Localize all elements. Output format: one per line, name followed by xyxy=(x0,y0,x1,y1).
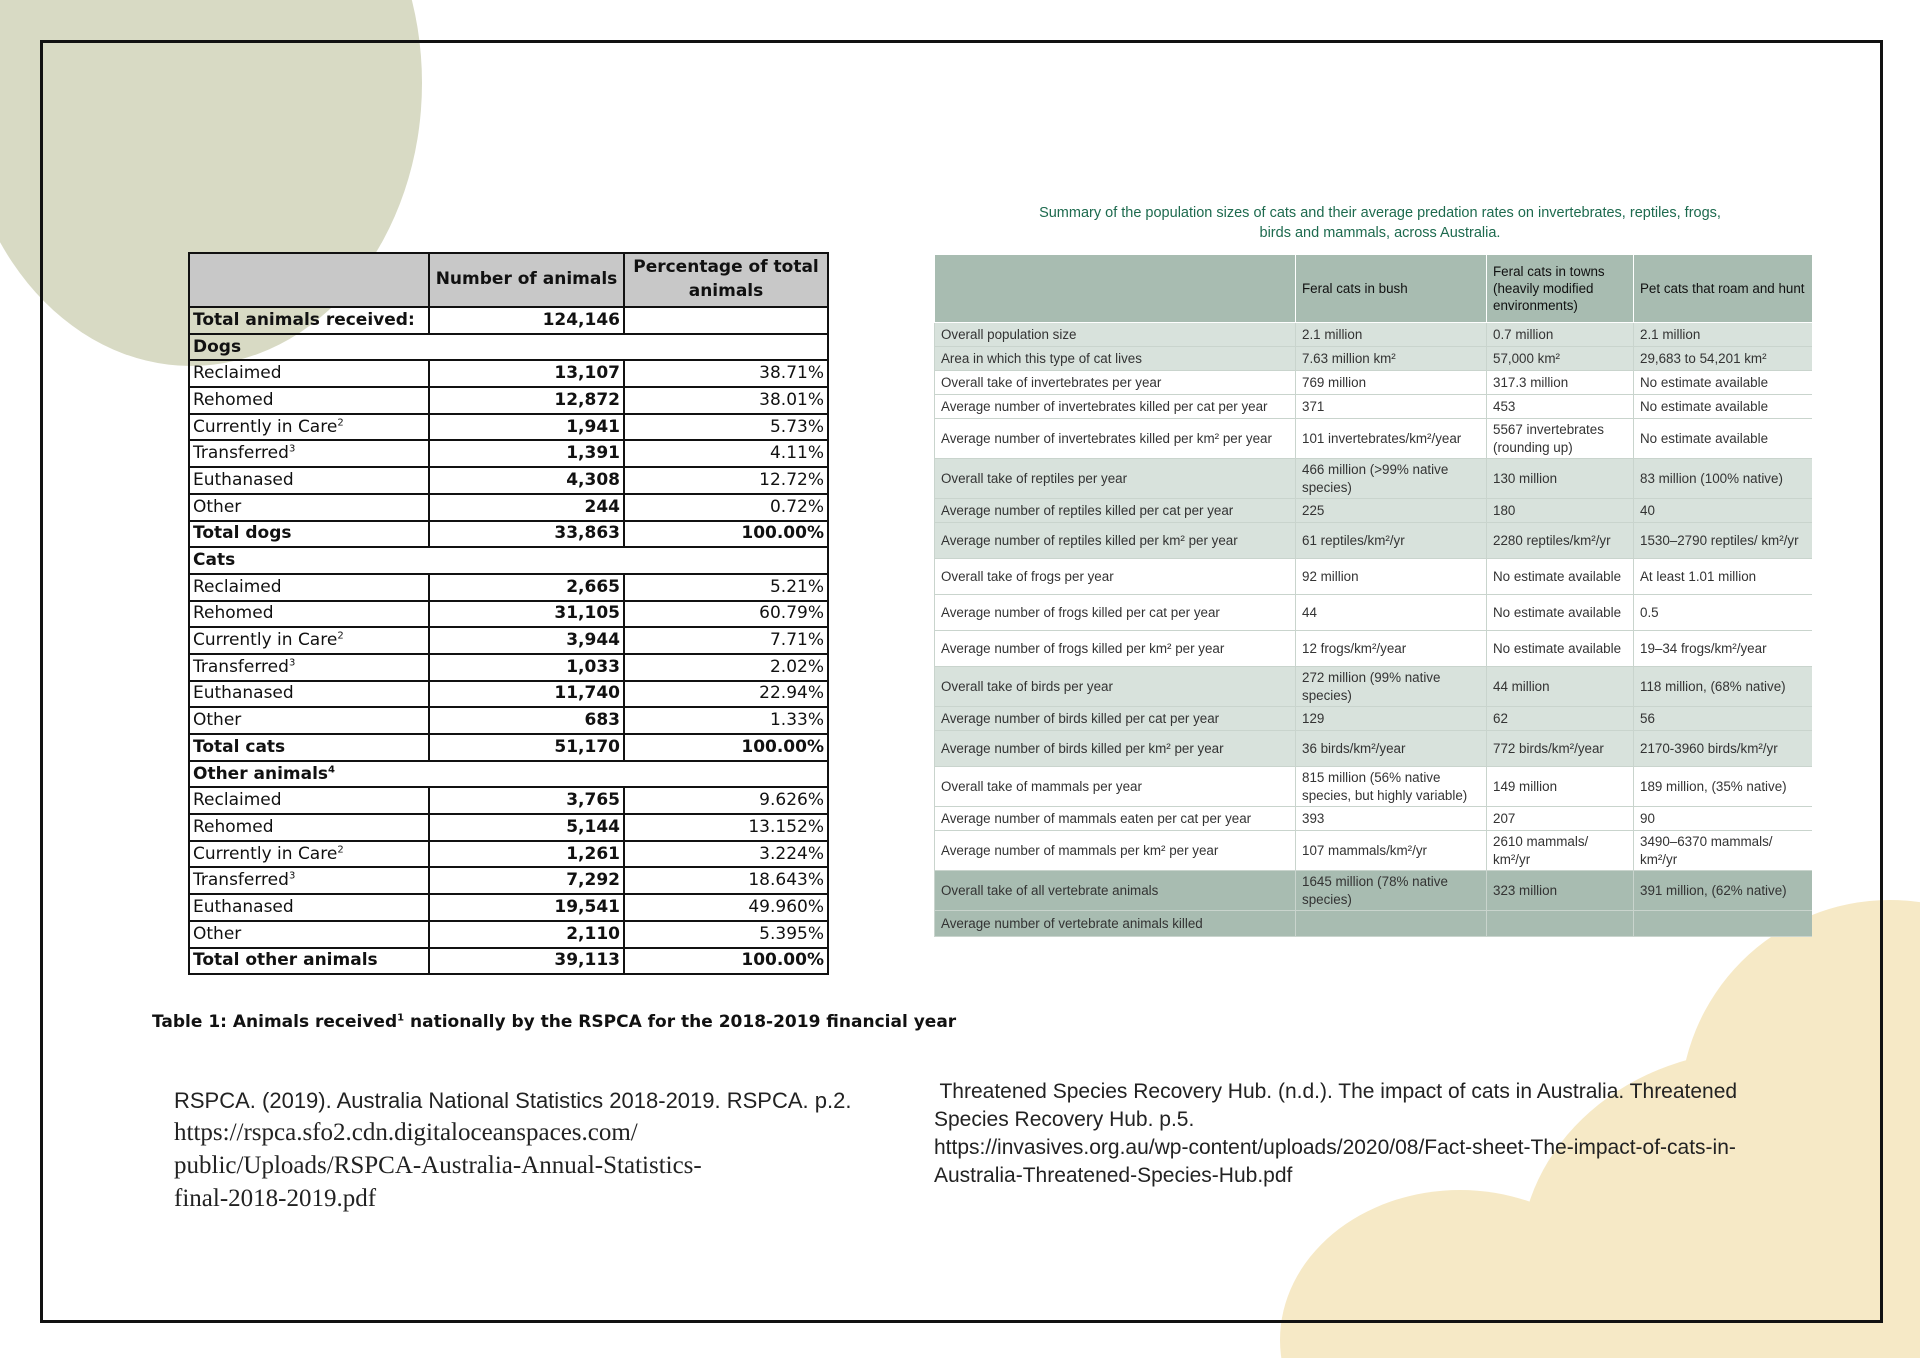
section-title-text: Dogs xyxy=(193,336,242,357)
row-label-text: Currently in Care xyxy=(193,630,338,651)
caption-footnote: 1 xyxy=(397,1012,405,1024)
cats-row-label: Area in which this type of cat lives xyxy=(935,347,1296,371)
cats-title-line: birds and mammals, across Australia. xyxy=(1259,225,1501,241)
cats-row-value: 2170-3960 birds/km²/yr xyxy=(1634,731,1813,767)
header-blank-cell xyxy=(189,253,429,307)
cats-row-value: No estimate available xyxy=(1634,371,1813,395)
cats-row-value: At least 1.01 million xyxy=(1634,559,1813,595)
row-label xyxy=(189,681,429,708)
row-percentage xyxy=(624,841,828,868)
row-label xyxy=(189,707,429,734)
row-label xyxy=(189,867,429,894)
total-label-text: Total other animals xyxy=(193,950,378,971)
cats-header-cell: Feral cats in bush xyxy=(1296,255,1487,323)
cats-table-row xyxy=(935,499,1813,523)
row-percentage xyxy=(624,814,828,841)
reference-citation: Threatened Species Recovery Hub. (n.d.). The impact of cats in Australia. Threatened xyxy=(934,1080,1738,1103)
cats-row-value: 207 xyxy=(1487,807,1634,831)
row-label xyxy=(189,387,429,414)
total-number xyxy=(429,948,624,975)
row-percentage-text: 3.224% xyxy=(759,843,824,864)
table-row xyxy=(189,574,828,601)
cats-row-value: 92 million xyxy=(1296,559,1487,595)
cats-row-value: 40 xyxy=(1634,499,1813,523)
row-number xyxy=(429,574,624,601)
table-row xyxy=(189,894,828,921)
cats-row-value: 29,683 to 54,201 km² xyxy=(1634,347,1813,371)
row-number xyxy=(429,681,624,708)
cats-row-value: 272 million (99% native species) xyxy=(1296,667,1487,707)
row-number xyxy=(429,707,624,734)
cats-row-value: 62 xyxy=(1487,707,1634,731)
section-title xyxy=(189,761,828,788)
cats-row-value: No estimate available xyxy=(1634,419,1813,459)
cats-row-value: 57,000 km² xyxy=(1487,347,1634,371)
cats-row-value: 19–34 frogs/km²/year xyxy=(1634,631,1813,667)
cats-row-value: No estimate available xyxy=(1487,559,1634,595)
footnote-marker: 3 xyxy=(288,657,296,669)
cats-table-row xyxy=(935,523,1813,559)
cats-table-row xyxy=(935,707,1813,731)
row-percentage-text: 49.960% xyxy=(748,896,824,917)
row-label-text: Other xyxy=(193,710,242,731)
row-label xyxy=(189,787,429,814)
cats-header-cell xyxy=(935,255,1296,323)
row-number-text: 19,541 xyxy=(554,896,620,917)
row-label xyxy=(189,574,429,601)
table-row xyxy=(189,681,828,708)
cats-row-value: 130 million xyxy=(1487,459,1634,499)
total-label xyxy=(189,521,429,548)
cats-row-value: 2610 mammals/ km²/yr xyxy=(1487,831,1634,871)
cats-header-cell: Pet cats that roam and hunt xyxy=(1634,255,1813,323)
cats-row-value: No estimate available xyxy=(1634,395,1813,419)
row-label-text: Transferred xyxy=(193,443,289,464)
footnote-marker: 2 xyxy=(337,843,344,855)
section-total-row xyxy=(189,948,828,975)
cats-row-value xyxy=(1634,911,1813,937)
cats-row-value: 0.7 million xyxy=(1487,323,1634,347)
section-title-text: Other animals xyxy=(193,763,329,784)
row-number-text: 5,144 xyxy=(566,816,620,837)
cats-row-value: No estimate available xyxy=(1487,631,1634,667)
row-percentage-text: 12.72% xyxy=(759,469,824,490)
row-number xyxy=(429,787,624,814)
row-number xyxy=(429,867,624,894)
row-number-text: 1,033 xyxy=(566,656,620,677)
reference-citation: RSPCA. (2019). Australia National Statistics 2018-2019. RSPCA. p.2. xyxy=(174,1088,852,1113)
cats-row-value: 83 million (100% native) xyxy=(1634,459,1813,499)
row-number xyxy=(429,467,624,494)
row-number-text: 13,107 xyxy=(554,363,620,384)
cats-row-value: 7.63 million km² xyxy=(1296,347,1487,371)
cats-row-label: Average number of mammals per km² per year xyxy=(935,831,1296,871)
cats-row-value: 815 million (56% native species, but highly variable) xyxy=(1296,767,1487,807)
cats-row-value: 453 xyxy=(1487,395,1634,419)
total-percentage-text: 100.00% xyxy=(741,736,824,757)
cats-row-label: Average number of birds killed per cat per year xyxy=(935,707,1296,731)
row-number-text: 7,292 xyxy=(566,870,620,891)
total-animals-pct xyxy=(624,307,828,334)
row-label xyxy=(189,601,429,628)
row-label-text: Reclaimed xyxy=(193,576,282,597)
row-percentage-text: 4.11% xyxy=(769,443,824,464)
cats-table-row xyxy=(935,371,1813,395)
cats-row-value: 129 xyxy=(1296,707,1487,731)
row-percentage-text: 5.73% xyxy=(769,416,824,437)
table-row xyxy=(189,867,828,894)
cats-row-value: 225 xyxy=(1296,499,1487,523)
cats-table-row xyxy=(935,419,1813,459)
table-row xyxy=(189,787,828,814)
row-label xyxy=(189,467,429,494)
row-percentage xyxy=(624,921,828,948)
row-label-text: Other xyxy=(193,923,242,944)
reference-url-line: final-2018-2019.pdf xyxy=(174,1185,377,1212)
row-label xyxy=(189,894,429,921)
cats-row-value: 118 million, (68% native) xyxy=(1634,667,1813,707)
row-percentage-text: 13.152% xyxy=(748,816,824,837)
row-percentage xyxy=(624,681,828,708)
cats-row-value: 180 xyxy=(1487,499,1634,523)
cats-row-label: Average number of invertebrates killed per km² per year xyxy=(935,419,1296,459)
cats-row-label: Average number of reptiles killed per km² per year xyxy=(935,523,1296,559)
cats-row-value: 36 birds/km²/year xyxy=(1296,731,1487,767)
reference-rspca xyxy=(174,1086,852,1215)
cats-row-value: 772 birds/km²/year xyxy=(1487,731,1634,767)
section-header-row xyxy=(189,547,828,574)
total-label-text: Total dogs xyxy=(193,523,292,544)
footnote-marker: 2 xyxy=(337,416,344,428)
row-label xyxy=(189,440,429,467)
cats-row-label: Average number of reptiles killed per cat per year xyxy=(935,499,1296,523)
total-label xyxy=(189,734,429,761)
row-number xyxy=(429,921,624,948)
cats-predation-table xyxy=(934,254,1812,937)
total-number-text: 33,863 xyxy=(554,523,620,544)
cats-row-value: 12 frogs/km²/year xyxy=(1296,631,1487,667)
rspca-statistics-table xyxy=(188,252,829,975)
cats-row-label: Overall take of mammals per year xyxy=(935,767,1296,807)
row-label-text: Euthanased xyxy=(193,896,294,917)
row-percentage xyxy=(624,360,828,387)
cats-table-row xyxy=(935,631,1813,667)
cats-row-label: Overall take of invertebrates per year xyxy=(935,371,1296,395)
row-percentage-text: 38.01% xyxy=(759,389,824,410)
cats-table-row xyxy=(935,731,1813,767)
cats-row-value: 107 mammals/km²/yr xyxy=(1296,831,1487,871)
table-row xyxy=(189,921,828,948)
row-percentage xyxy=(624,707,828,734)
cats-row-label: Average number of frogs killed per km² per year xyxy=(935,631,1296,667)
cats-row-value: 44 million xyxy=(1487,667,1634,707)
row-number-text: 2,665 xyxy=(566,576,620,597)
header-number-of-animals: Number of animals xyxy=(429,253,624,307)
footnote-marker: 3 xyxy=(288,443,296,455)
row-percentage xyxy=(624,467,828,494)
total-number-text: 39,113 xyxy=(554,950,620,971)
cats-table-row xyxy=(935,807,1813,831)
table-row xyxy=(189,387,828,414)
row-label xyxy=(189,494,429,521)
row-number xyxy=(429,494,624,521)
row-percentage xyxy=(624,867,828,894)
row-number xyxy=(429,360,624,387)
total-number xyxy=(429,521,624,548)
row-number xyxy=(429,841,624,868)
row-percentage-text: 18.643% xyxy=(748,870,824,891)
row-label-text: Reclaimed xyxy=(193,790,282,811)
row-percentage-text: 38.71% xyxy=(759,363,824,384)
row-number-text: 3,765 xyxy=(566,790,620,811)
cats-row-value: 393 xyxy=(1296,807,1487,831)
section-title xyxy=(189,547,828,574)
cats-row-value: 149 million xyxy=(1487,767,1634,807)
total-percentage xyxy=(624,521,828,548)
caption-text: Table 1: Animals received xyxy=(152,1012,398,1032)
reference-url-line: https://rspca.sfo2.cdn.digitaloceanspaces.com/ xyxy=(174,1119,638,1146)
row-label-text: Currently in Care xyxy=(193,416,338,437)
cats-table-row xyxy=(935,871,1813,911)
row-label-text: Rehomed xyxy=(193,603,274,624)
row-label xyxy=(189,627,429,654)
row-label-text: Transferred xyxy=(193,870,289,891)
cats-row-label: Overall take of reptiles per year xyxy=(935,459,1296,499)
section-total-row xyxy=(189,521,828,548)
cats-row-value: 101 invertebrates/km²/year xyxy=(1296,419,1487,459)
row-percentage xyxy=(624,574,828,601)
row-percentage xyxy=(624,627,828,654)
total-percentage-text: 100.00% xyxy=(741,523,824,544)
row-percentage-text: 0.72% xyxy=(769,496,824,517)
cats-table-row xyxy=(935,459,1813,499)
row-percentage-text: 1.33% xyxy=(769,710,824,731)
cats-row-value: 371 xyxy=(1296,395,1487,419)
cats-row-label: Average number of vertebrate animals killed xyxy=(935,911,1296,937)
footnote-marker: 2 xyxy=(337,630,344,642)
cats-table-row xyxy=(935,767,1813,807)
table-row xyxy=(189,841,828,868)
total-animals-row xyxy=(189,307,828,334)
row-label-text: Transferred xyxy=(193,656,289,677)
cats-row-label: Average number of birds killed per km² per year xyxy=(935,731,1296,767)
row-percentage-text: 9.626% xyxy=(759,790,824,811)
cats-table-row xyxy=(935,911,1813,937)
total-animals-label: Total animals received: xyxy=(189,307,429,334)
cats-row-value: 5567 invertebrates (rounding up) xyxy=(1487,419,1634,459)
row-number xyxy=(429,414,624,441)
table-row xyxy=(189,360,828,387)
table-row xyxy=(189,814,828,841)
row-percentage-text: 2.02% xyxy=(769,656,824,677)
cats-table-row xyxy=(935,323,1813,347)
cats-table-row xyxy=(935,831,1813,871)
section-header-row xyxy=(189,334,828,361)
cats-row-value xyxy=(1487,911,1634,937)
row-percentage xyxy=(624,894,828,921)
row-number-text: 31,105 xyxy=(554,603,620,624)
cats-table-row xyxy=(935,667,1813,707)
total-animals-value: 124,146 xyxy=(429,307,624,334)
row-percentage-text: 5.395% xyxy=(759,923,824,944)
cats-row-value: No estimate available xyxy=(1487,595,1634,631)
reference-url-line: Australia-Threatened-Species-Hub.pdf xyxy=(934,1164,1293,1187)
row-number-text: 1,941 xyxy=(566,416,620,437)
row-number-text: 4,308 xyxy=(566,469,620,490)
cats-row-value: 317.3 million xyxy=(1487,371,1634,395)
row-number-text: 244 xyxy=(584,496,620,517)
section-total-row xyxy=(189,734,828,761)
footnote-marker: 3 xyxy=(288,870,296,882)
reference-url-line: https://invasives.org.au/wp-content/uploads/2020/08/Fact-sheet-The-impact-of-cats-in- xyxy=(934,1136,1736,1159)
cats-row-label: Average number of mammals eaten per cat per year xyxy=(935,807,1296,831)
row-percentage xyxy=(624,787,828,814)
cats-header-row xyxy=(935,255,1813,323)
row-percentage-text: 22.94% xyxy=(759,683,824,704)
cats-table-row xyxy=(935,595,1813,631)
total-label xyxy=(189,948,429,975)
row-number xyxy=(429,601,624,628)
cats-row-value: 61 reptiles/km²/yr xyxy=(1296,523,1487,559)
row-percentage xyxy=(624,387,828,414)
row-label-text: Euthanased xyxy=(193,683,294,704)
row-number xyxy=(429,814,624,841)
table-row xyxy=(189,707,828,734)
total-label-text: Total cats xyxy=(193,736,286,757)
header-percentage: Percentage of total animals xyxy=(624,253,828,307)
cats-row-value: 391 million, (62% native) xyxy=(1634,871,1813,911)
cats-row-value xyxy=(1296,911,1487,937)
cats-row-value: 44 xyxy=(1296,595,1487,631)
table-row xyxy=(189,467,828,494)
cats-row-value: 1530–2790 reptiles/ km²/yr xyxy=(1634,523,1813,559)
row-percentage xyxy=(624,414,828,441)
row-number-text: 1,261 xyxy=(566,843,620,864)
cats-row-value: 3490–6370 mammals/ km²/yr xyxy=(1634,831,1813,871)
cats-row-value: 0.5 xyxy=(1634,595,1813,631)
cats-row-value: 56 xyxy=(1634,707,1813,731)
row-number-text: 1,391 xyxy=(566,443,620,464)
section-title-text: Cats xyxy=(193,550,236,571)
cats-row-label: Overall population size xyxy=(935,323,1296,347)
reference-url-line: public/Uploads/RSPCA-Australia-Annual-Statistics- xyxy=(174,1152,702,1179)
row-percentage xyxy=(624,601,828,628)
cats-table-row xyxy=(935,347,1813,371)
table-header-row xyxy=(189,253,828,307)
table-row xyxy=(189,601,828,628)
row-label xyxy=(189,921,429,948)
cats-row-value: 2280 reptiles/km²/yr xyxy=(1487,523,1634,559)
row-label-text: Currently in Care xyxy=(193,843,338,864)
row-label xyxy=(189,841,429,868)
row-label-text: Other xyxy=(193,496,242,517)
cats-row-value: 189 million, (35% native) xyxy=(1634,767,1813,807)
cats-row-label: Average number of invertebrates killed per cat per year xyxy=(935,395,1296,419)
table-row xyxy=(189,654,828,681)
section-header-row xyxy=(189,761,828,788)
row-number xyxy=(429,894,624,921)
row-number-text: 3,944 xyxy=(566,630,620,651)
row-number xyxy=(429,440,624,467)
table-row xyxy=(189,627,828,654)
table-row xyxy=(189,414,828,441)
total-number-text: 51,170 xyxy=(554,736,620,757)
row-number-text: 2,110 xyxy=(566,923,620,944)
row-number xyxy=(429,627,624,654)
row-percentage xyxy=(624,440,828,467)
row-number-text: 12,872 xyxy=(554,389,620,410)
table-row xyxy=(189,440,828,467)
cats-row-label: Overall take of birds per year xyxy=(935,667,1296,707)
cats-table-row xyxy=(935,559,1813,595)
total-number xyxy=(429,734,624,761)
row-percentage xyxy=(624,654,828,681)
table-row xyxy=(189,494,828,521)
row-label-text: Rehomed xyxy=(193,389,274,410)
cats-row-value: 2.1 million xyxy=(1634,323,1813,347)
row-number-text: 683 xyxy=(584,710,620,731)
cats-table-row xyxy=(935,395,1813,419)
cats-row-label: Average number of frogs killed per cat per year xyxy=(935,595,1296,631)
row-label xyxy=(189,654,429,681)
cats-row-value: 2.1 million xyxy=(1296,323,1487,347)
row-percentage-text: 7.71% xyxy=(769,630,824,651)
row-label xyxy=(189,814,429,841)
cats-row-value: 1645 million (78% native species) xyxy=(1296,871,1487,911)
row-label-text: Reclaimed xyxy=(193,363,282,384)
row-percentage-text: 60.79% xyxy=(759,603,824,624)
row-label-text: Rehomed xyxy=(193,816,274,837)
row-label xyxy=(189,360,429,387)
row-number-text: 11,740 xyxy=(554,683,620,704)
row-number xyxy=(429,654,624,681)
row-percentage xyxy=(624,494,828,521)
cats-row-value: 466 million (>99% native species) xyxy=(1296,459,1487,499)
cats-row-label: Overall take of frogs per year xyxy=(935,559,1296,595)
cats-row-value: 323 million xyxy=(1487,871,1634,911)
cats-table-title xyxy=(990,203,1770,243)
cats-row-label: Overall take of all vertebrate animals xyxy=(935,871,1296,911)
reference-citation: Species Recovery Hub. p.5. xyxy=(934,1108,1195,1131)
footnote-marker: 4 xyxy=(328,763,336,775)
total-percentage-text: 100.00% xyxy=(741,950,824,971)
total-percentage xyxy=(624,734,828,761)
cats-row-value: 90 xyxy=(1634,807,1813,831)
table-caption xyxy=(152,1012,956,1032)
cats-title-line: Summary of the population sizes of cats and their average predation rates on invertebrates, reptiles, frogs, xyxy=(1039,205,1721,221)
reference-tsr-hub xyxy=(934,1078,1874,1190)
cats-table-clip xyxy=(934,254,1812,1033)
row-label xyxy=(189,414,429,441)
cats-header-cell: Feral cats in towns (heavily modified environments) xyxy=(1487,255,1634,323)
row-label-text: Euthanased xyxy=(193,469,294,490)
row-number xyxy=(429,387,624,414)
caption-text-rest: nationally by the RSPCA for the 2018-2019 financial year xyxy=(404,1012,957,1032)
row-percentage-text: 5.21% xyxy=(769,576,824,597)
section-title xyxy=(189,334,828,361)
cats-row-value: 769 million xyxy=(1296,371,1487,395)
total-percentage xyxy=(624,948,828,975)
